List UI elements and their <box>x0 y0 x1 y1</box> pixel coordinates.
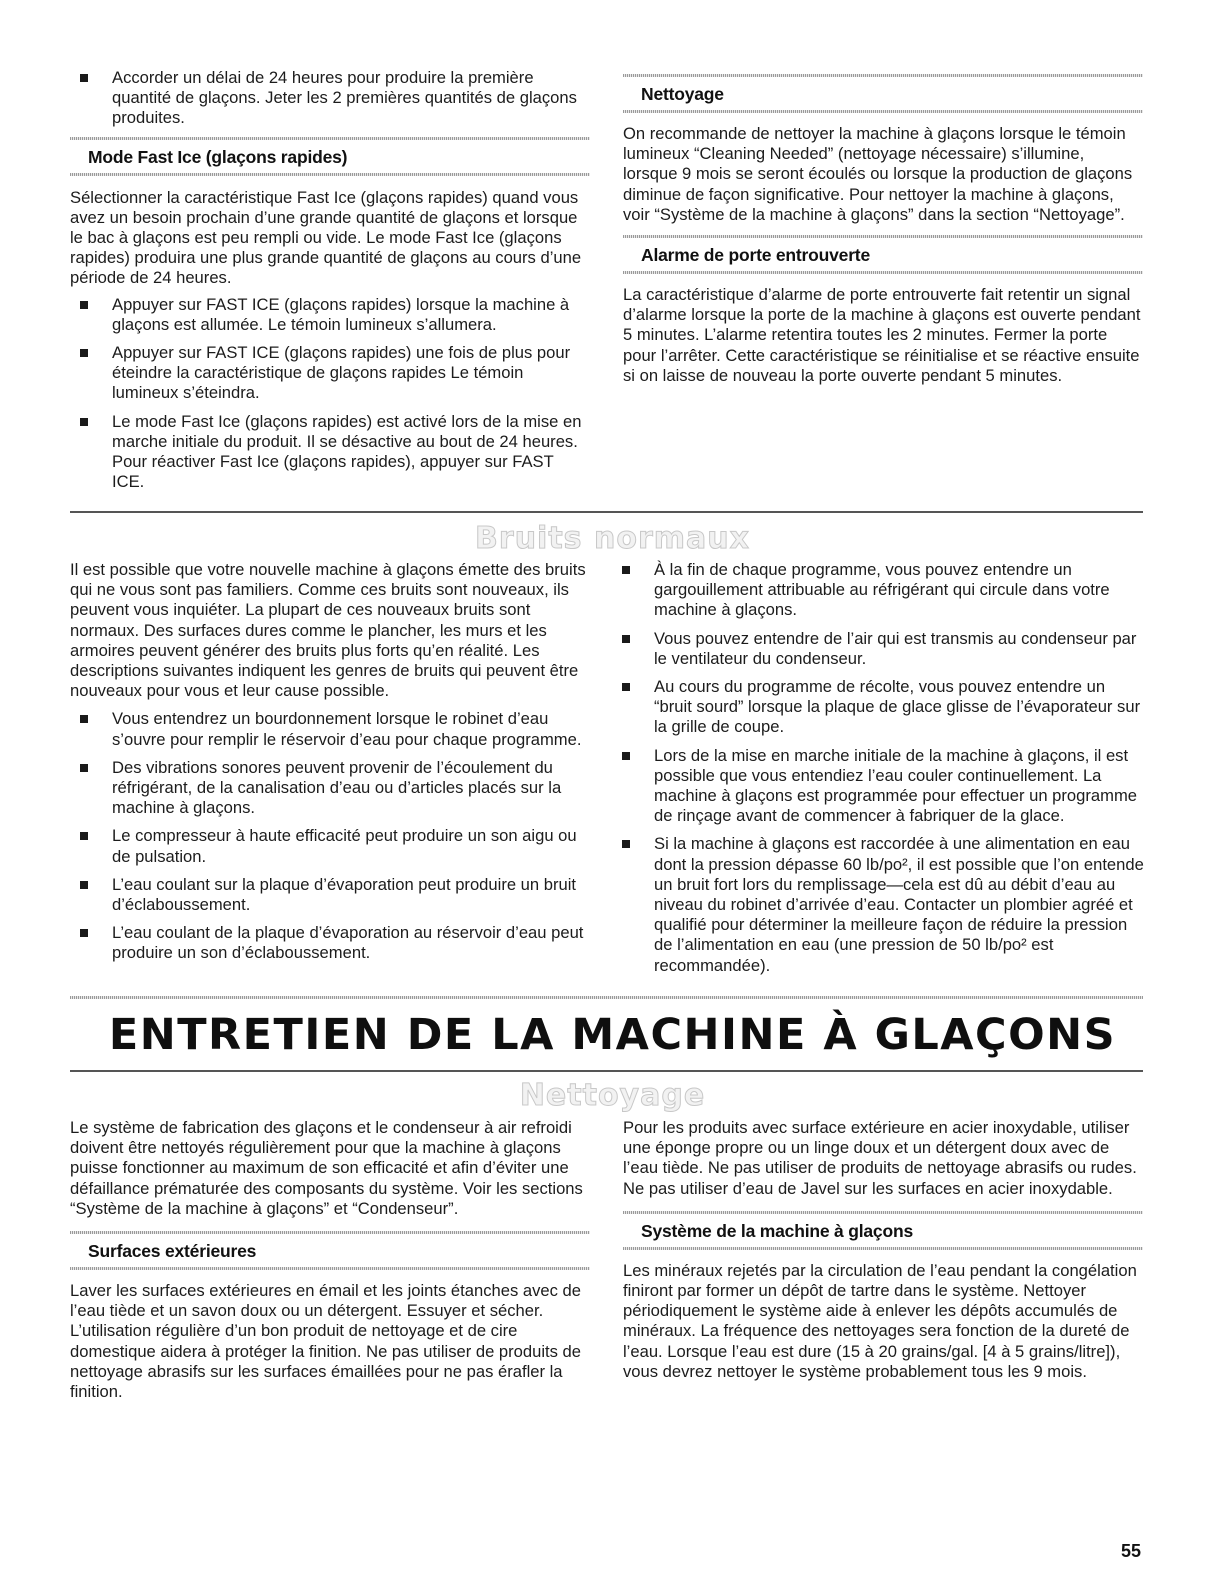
list-item: Lors de la mise en marche initiale de la machine à glaçons, il est possible que vous entendiez l’eau couler continuellement. La machine à glaçons est programmée pour effectuer un programme de rinçage avant de commencer à fabriquer de la glace. <box>612 746 1144 827</box>
entretien-left-column <box>70 1118 590 1402</box>
bruits-right-bullets <box>612 560 1144 976</box>
bruits-section-title: Bruits normaux <box>475 521 750 556</box>
list-item: Si la machine à glaçons est raccordée à une alimentation en eau dont la pression dépasse 60 lb/po², il est possible que l’on entende un bruit fort lors du remplissage—cela est dû au débit d’eau au niveau du robinet d’arrivée d’eau. Contacter un plombier agréé et qualifié pour déterminer la meilleure façon de réduire la pression de l’alimentation en eau (une pression de 50 lb/po² est recommandée). <box>612 834 1144 975</box>
list-item: Des vibrations sonores peuvent provenir de l’écoulement du réfrigérant, de la canalisation d’eau ou d’articles placés sur la machine à glaçons. <box>70 758 590 819</box>
fast-ice-paragraph: Sélectionner la caractéristique Fast Ice (glaçons rapides) quand vous avez un besoin prochain d’une grande quantité de glaçons et lorsque le bac à glaçons est peu rempli ou vide. Le mode Fast Ice (glaçons rapides) produira une plus grande quantité de glaçons au cours d’une période de 24 heures. <box>70 187 582 288</box>
entretien-bottom-rule <box>70 1070 1143 1072</box>
surfaces-heading: Surfaces extérieures <box>70 1231 590 1270</box>
bruits-right-column <box>612 560 1144 984</box>
list-item: L’eau coulant sur la plaque d’évaporation peut produire un bruit d’éclaboussement. <box>70 875 590 915</box>
intro-bullet-list <box>70 68 590 129</box>
page-title: ENTRETIEN DE LA MACHINE À GLAÇONS <box>108 1010 1117 1060</box>
list-item: À la fin de chaque programme, vous pouvez entendre un gargouillement attribuable au réfrigérant qui circule dans votre machine à glaçons. <box>612 560 1144 621</box>
page-number: 55 <box>1120 1541 1141 1561</box>
list-item: L’eau coulant de la plaque d’évaporation au réservoir d’eau peut produire un son d’éclaboussement. <box>70 923 590 963</box>
bruits-paragraph: Il est possible que votre nouvelle machine à glaçons émette des bruits qui ne vous sont pas familiers. Comme ces bruits sont nouveaux, ils peuvent vous inquiéter. La plupart de ces nouveaux bruits sont normaux. Des surfaces dures comme le plancher, les murs et les armoires peuvent générer des bruits plus forts qu’en réalité. Les descriptions suivantes indiquent les genres de bruits qui peuvent être nouveaux pour vous et leur cause possible. <box>70 560 586 701</box>
list-item: Appuyer sur FAST ICE (glaçons rapides) une fois de plus pour éteindre la caractéristique de glaçons rapides Le témoin lumineux s’éteindra. <box>70 343 590 404</box>
nettoyage-section-title: Nettoyage <box>519 1078 706 1113</box>
fast-ice-bullet-list <box>70 295 590 493</box>
top-left-column <box>70 68 590 500</box>
systeme-heading: Système de la machine à glaçons <box>623 1211 1143 1250</box>
inox-paragraph: Pour les produits avec surface extérieure en acier inoxydable, utiliser une éponge propre ou un linge doux et un détergent doux avec de l’eau tiède. Ne pas utiliser de produits de nettoyage abrasifs ou rudes. Ne pas utiliser d’eau de Javel sur les surfaces en acier inoxydable. <box>623 1118 1137 1198</box>
alarme-heading: Alarme de porte entrouverte <box>623 235 1143 274</box>
nettoyage-paragraph: On recommande de nettoyer la machine à glaçons lorsque le témoin lumineux “Cleaning Needed” (nettoyage nécessaire) s’illumine, lorsque 9 mois se seront écoulés ou lorsque la production de glaçons diminue de façon significative. Pour nettoyer la machine à glaçons, voir “Système de la machine à glaçons” dans la section “Nettoyage”. <box>623 124 1133 224</box>
list-item: Vous entendrez un bourdonnement lorsque le robinet d’eau s’ouvre pour remplir le réservoir d’eau pour chaque programme. <box>70 709 590 749</box>
list-item: Le mode Fast Ice (glaçons rapides) est activé lors de la mise en marche initiale du produit. Il se désactive au bout de 24 heures. Pour réactiver Fast Ice (glaçons rapides), appuyer sur FAST ICE. <box>70 412 590 493</box>
bruits-left-bullets <box>70 709 590 963</box>
fast-ice-heading: Mode Fast Ice (glaçons rapides) <box>70 137 590 176</box>
list-item: Vous pouvez entendre de l’air qui est transmis au condenseur par le ventilateur du condenseur. <box>612 629 1144 669</box>
list-item: Le compresseur à haute efficacité peut produire un son aigu ou de pulsation. <box>70 826 590 866</box>
list-item: Accorder un délai de 24 heures pour produire la première quantité de glaçons. Jeter les 2 premières quantités de glaçons produites. <box>70 68 590 129</box>
list-item: Au cours du programme de récolte, vous pouvez entendre un “bruit sourd” lorsque la plaque de glace glisse de l’évaporateur sur la grille de coupe. <box>612 677 1144 738</box>
top-right-column <box>623 74 1143 386</box>
entretien-top-rule <box>70 996 1143 999</box>
entretien-right-column <box>623 1118 1143 1382</box>
nettoyage-heading: Nettoyage <box>623 74 1143 113</box>
entretien-intro-paragraph: Le système de fabrication des glaçons et le condenseur à air refroidi doivent être nettoyés régulièrement pour que la machine à glaçons puisse fonctionner au maximum de son efficacité et afin d’éviter une défaillance prématurée des composants du système. Voir les sections “Système de la machine à glaçons” et “Condenseur”. <box>70 1118 583 1218</box>
list-item: Appuyer sur FAST ICE (glaçons rapides) lorsque la machine à glaçons est allumée. Le témoin lumineux s’allumera. <box>70 295 590 335</box>
systeme-paragraph: Les minéraux rejetés par la circulation de l’eau pendant la congélation finiront par former un dépôt de tartre dans le système. Nettoyer périodiquement le système aide à enlever les dépôts accumulés de minéraux. La fréquence des nettoyages sera fonction de la dureté de l’eau. Lorsque l’eau est dure (15 à 20 grains/gal. [4 à 5 grains/litre]), vous devrez nettoyer le système probablement tous les 9 mois. <box>623 1260 1137 1381</box>
bruits-top-rule <box>70 511 1143 513</box>
bruits-left-column <box>70 560 590 972</box>
alarme-paragraph: La caractéristique d’alarme de porte entrouverte fait retentir un signal d’alarme lorsque la porte de la machine à glaçons est ouverte pendant 5 minutes. L’alarme retentira toutes les 2 minutes. Fermer la porte pour l’arrêter. Cette caractéristique se réinitialise et se réactive ensuite si on laisse de nouveau la porte ouverte pendant 5 minutes. <box>623 285 1141 385</box>
surfaces-paragraph: Laver les surfaces extérieures en émail et les joints étanches avec de l’eau tiède et un savon doux ou un détergent. Essuyer et sécher. L’utilisation régulière d’un bon produit de nettoyage et de cire domestique aidera à protéger la finition. Ne pas utiliser de produits de nettoyage abrasifs sur les surfaces émaillées pour ne pas érafler la finition. <box>70 1281 582 1402</box>
